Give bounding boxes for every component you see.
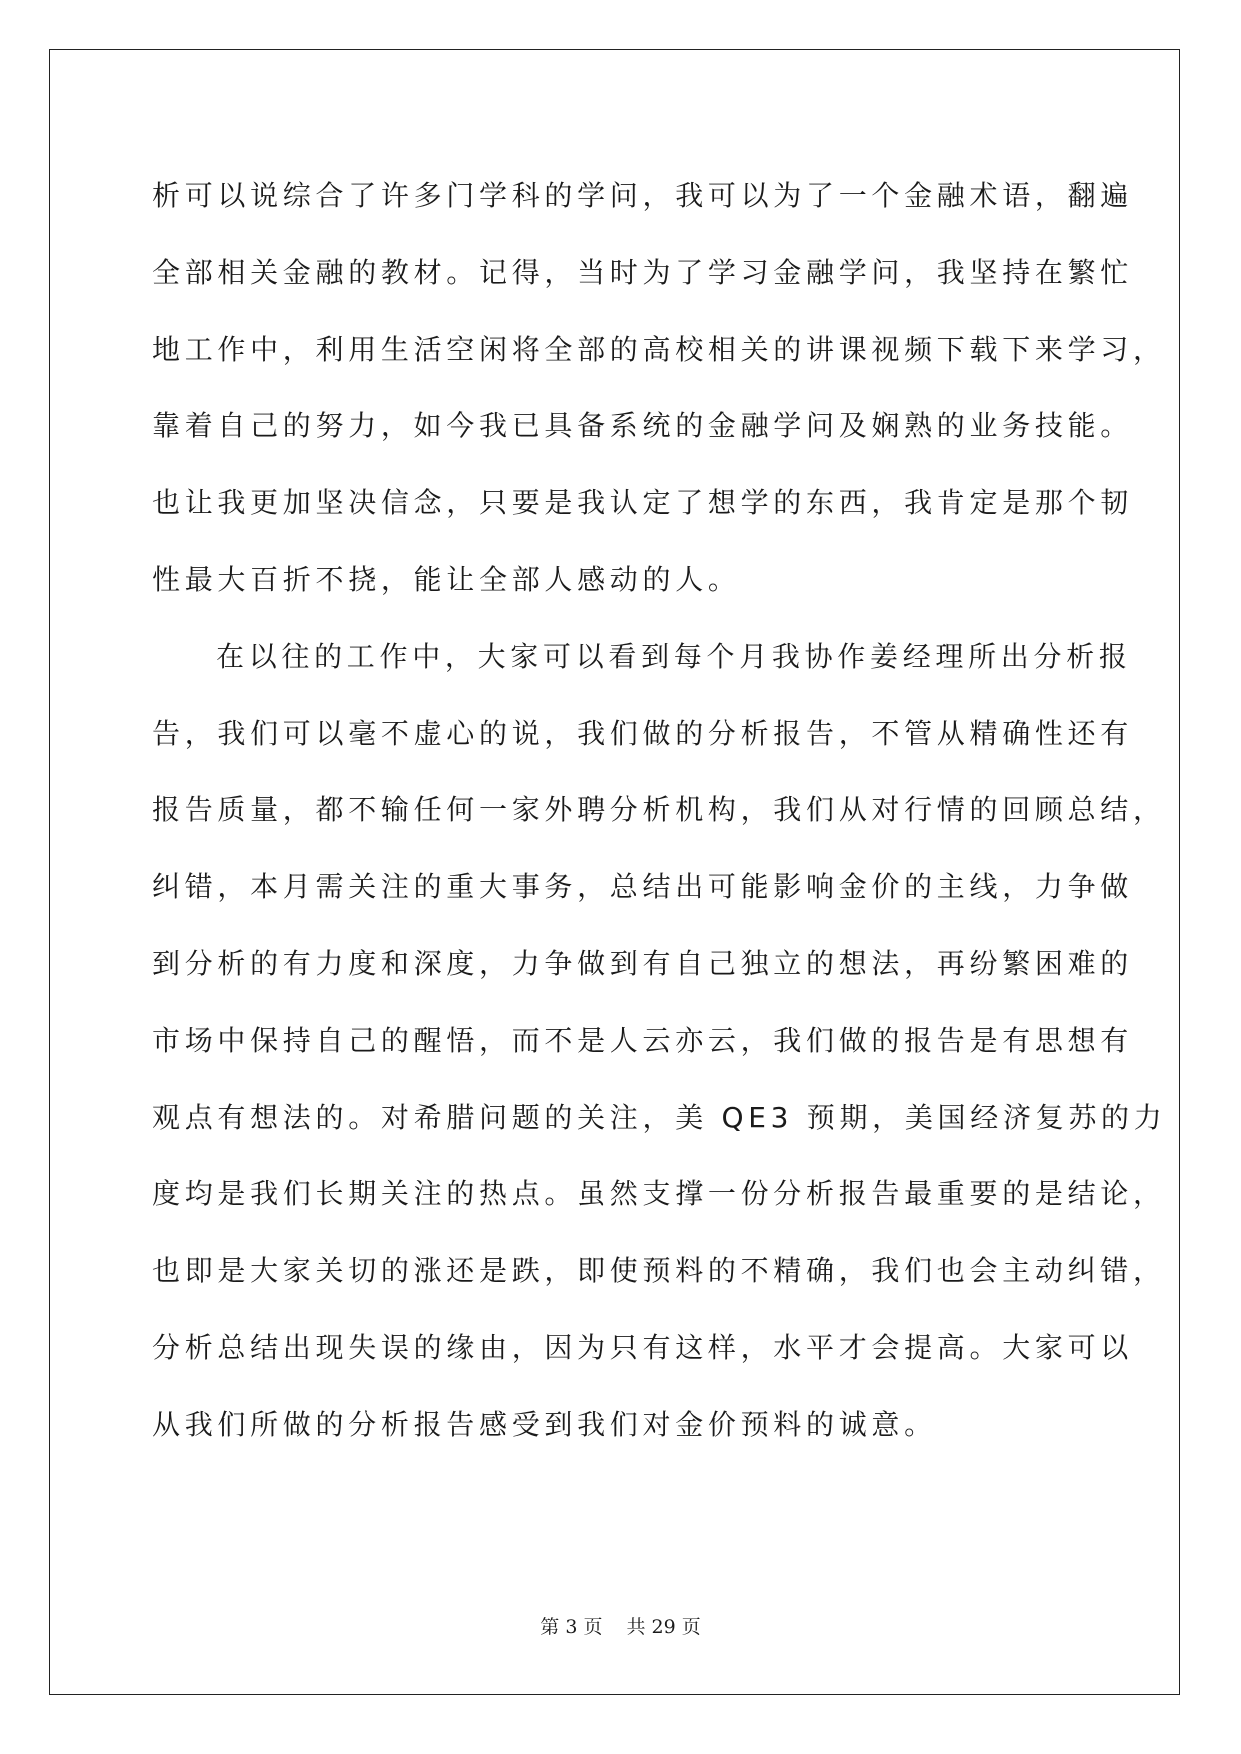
text-line: 全部相关金融的教材。记得，当时为了学习金融学问，我坚持在繁忙 (152, 255, 1134, 289)
text-line: 度均是我们长期关注的热点。虽然支撑一份分析报告最重要的是结论， (152, 1177, 1166, 1211)
text-line: 也让我更加坚决信念，只要是我认定了想学的东西，我肯定是那个韧 (152, 486, 1134, 520)
text-line: 分析总结出现失误的缘由，因为只有这样，水平才会提高。大家可以 (152, 1330, 1134, 1364)
text-line: 从我们所做的分析报告感受到我们对金价预料的诚意。 (152, 1407, 937, 1441)
text-line: 报告质量，都不输任何一家外聘分析机构，我们从对行情的回顾总结， (152, 793, 1166, 827)
text-line: 观点有想法的。对希腊问题的关注，美 QE3 预期，美国经济复苏的力 (152, 1100, 1167, 1134)
text-line: 告，我们可以毫不虚心的说，我们做的分析报告，不管从精确性还有 (152, 716, 1134, 750)
text-line: 到分析的有力度和深度，力争做到有自己独立的想法，再纷繁困难的 (152, 946, 1134, 980)
page-total: 共 29 页 (626, 1616, 701, 1638)
text-line: 也即是大家关切的涨还是跌，即使预料的不精确，我们也会主动纠错， (152, 1254, 1166, 1288)
text-line: 析可以说综合了许多门学科的学问，我可以为了一个金融术语，翻遍 (152, 179, 1134, 212)
text-line: 性最大百折不挠，能让全部人感动的人。 (152, 562, 741, 596)
page-footer (0, 1612, 1241, 1639)
page-number: 第 3 页 (540, 1616, 603, 1638)
text-line: 靠着自己的努力，如今我已具备系统的金融学问及娴熟的业务技能。 (152, 409, 1134, 443)
document-body (152, 158, 1167, 1464)
text-line: 市场中保持自己的醒悟，而不是人云亦云，我们做的报告是有思想有 (152, 1023, 1134, 1057)
paragraph-start-line: 在以往的工作中，大家可以看到每个月我协作姜经理所出分析报 (216, 639, 1132, 673)
text-line: 纠错，本月需关注的重大事务，总结出可能影响金价的主线，力争做 (152, 870, 1134, 904)
text-line: 地工作中，利用生活空闲将全部的高校相关的讲课视频下载下来学习， (152, 332, 1166, 366)
